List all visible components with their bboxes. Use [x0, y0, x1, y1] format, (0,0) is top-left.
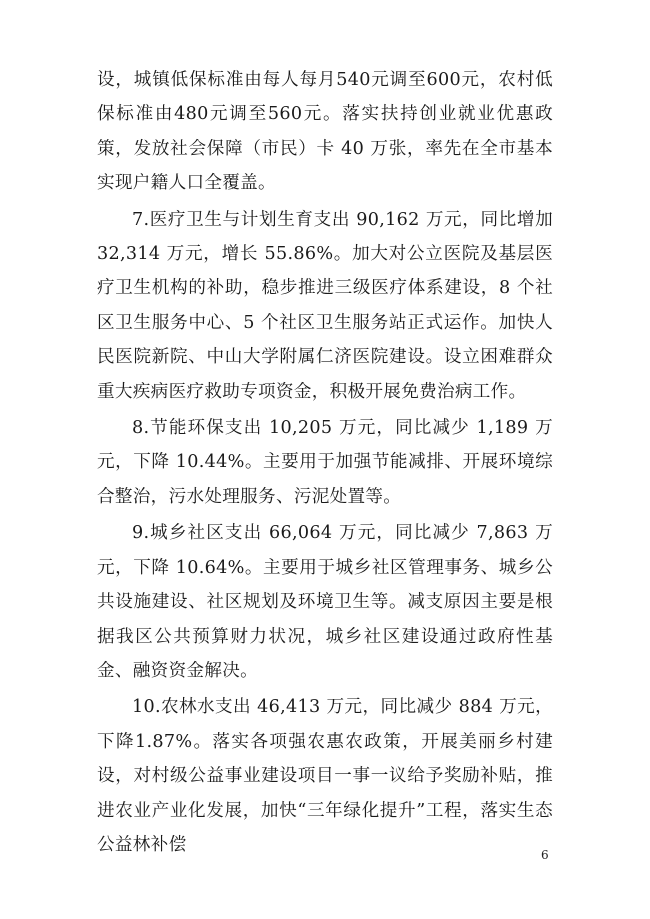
- page-number: 6: [541, 848, 549, 862]
- paragraph-item-8-environment: 8.节能环保支出 10,205 万元，同比减少 1,189 万元，下降 10.44%。主要用于加强节能减排、开展环境综合整治，污水处理服务、污泥处置等。: [97, 418, 553, 507]
- paragraph-item-7-health: 7.医疗卫生与计划生育支出 90,162 万元，同比增加32,314 万元，增长 55.86%。加大对公立医院及基层医疗卫生机构的补助，稳步推进三级医疗体系建设，8 个社区卫生服务中心、5 个社区卫生服务站正式运作。加快人民医院新院、中山大学附属仁济医院建设。设立困难群众重大疾病医疗救助专项资金，积极开展免费治病工作。: [97, 209, 553, 402]
- paragraph-continuation: 设，城镇低保标准由每人每月540元调至600元，农村低保标准由480元调至560元。落实扶持创业就业优惠政策，发放社会保障（市民）卡 40 万张，率先在全市基本实现户籍人口全覆盖。: [97, 70, 553, 194]
- paragraph-item-10-agriculture: 10.农林水支出 46,413 万元，同比减少 884 万元，下降1.87%。落实各项强农惠农政策，开展美丽乡村建设，对村级公益事业建设项目一事一议给予奖励补贴，推进农业产业化发展，加快“三年绿化提升”工程，落实生态公益林补偿: [97, 697, 553, 855]
- document-body: [97, 63, 553, 862]
- paragraph-item-9-community: 9.城乡社区支出 66,064 万元，同比减少 7,863 万元，下降 10.64%。主要用于城乡社区管理事务、城乡公共设施建设、社区规划及环境卫生等。减支原因主要是根据我区公共预算财力状况，城乡社区建设通过政府性基金、融资资金解决。: [97, 523, 553, 681]
